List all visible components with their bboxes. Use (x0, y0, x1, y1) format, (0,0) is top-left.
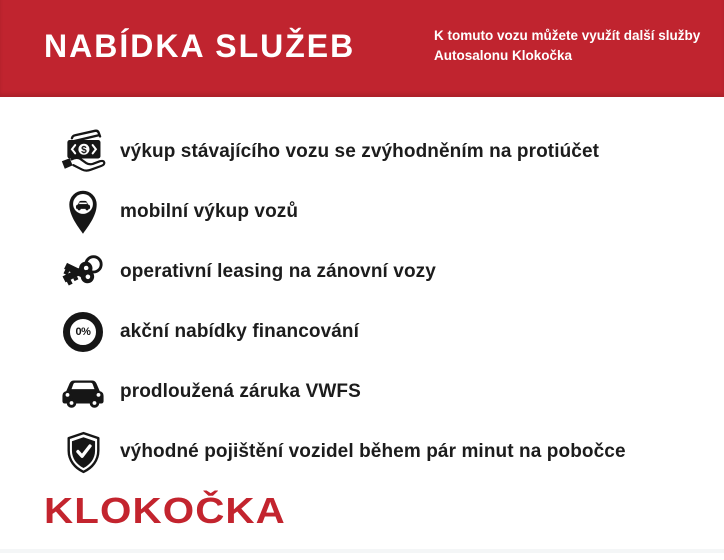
car-keys-icon (57, 243, 109, 301)
bottom-divider (0, 549, 724, 553)
service-item (57, 242, 626, 302)
page-title: NABÍDKA SLUŽEB (44, 28, 356, 64)
service-item (57, 422, 626, 482)
cash-in-hand-icon (57, 123, 109, 181)
service-item (57, 362, 626, 422)
service-label: mobilní výkup vozů (120, 201, 299, 222)
service-label: operativní leasing na zánovní vozy (120, 261, 436, 282)
zero-percent-label: 0% (75, 326, 91, 338)
klokocka-logo: KLOKOČKA (44, 490, 286, 531)
service-label: akční nabídky financování (120, 321, 360, 342)
service-item (57, 182, 626, 242)
service-label: výhodné pojištění vozidel během pár minut na pobočce (120, 441, 626, 462)
svg-text:$: $ (81, 144, 87, 156)
service-label: výkup stávajícího vozu se zvýhodněním na protiúčet (120, 141, 600, 162)
car-icon (57, 363, 109, 421)
header-banner (0, 0, 724, 97)
service-item (57, 122, 626, 182)
service-item (57, 302, 626, 362)
zero-percent-icon (57, 303, 109, 361)
service-label: prodloužená záruka VWFS (120, 381, 361, 402)
header-subtitle: K tomuto vozu můžete využít další služby Autosalonu Klokočka (434, 28, 701, 63)
services-list (57, 122, 626, 482)
map-pin-car-icon (57, 183, 109, 241)
shield-check-icon (57, 423, 109, 481)
